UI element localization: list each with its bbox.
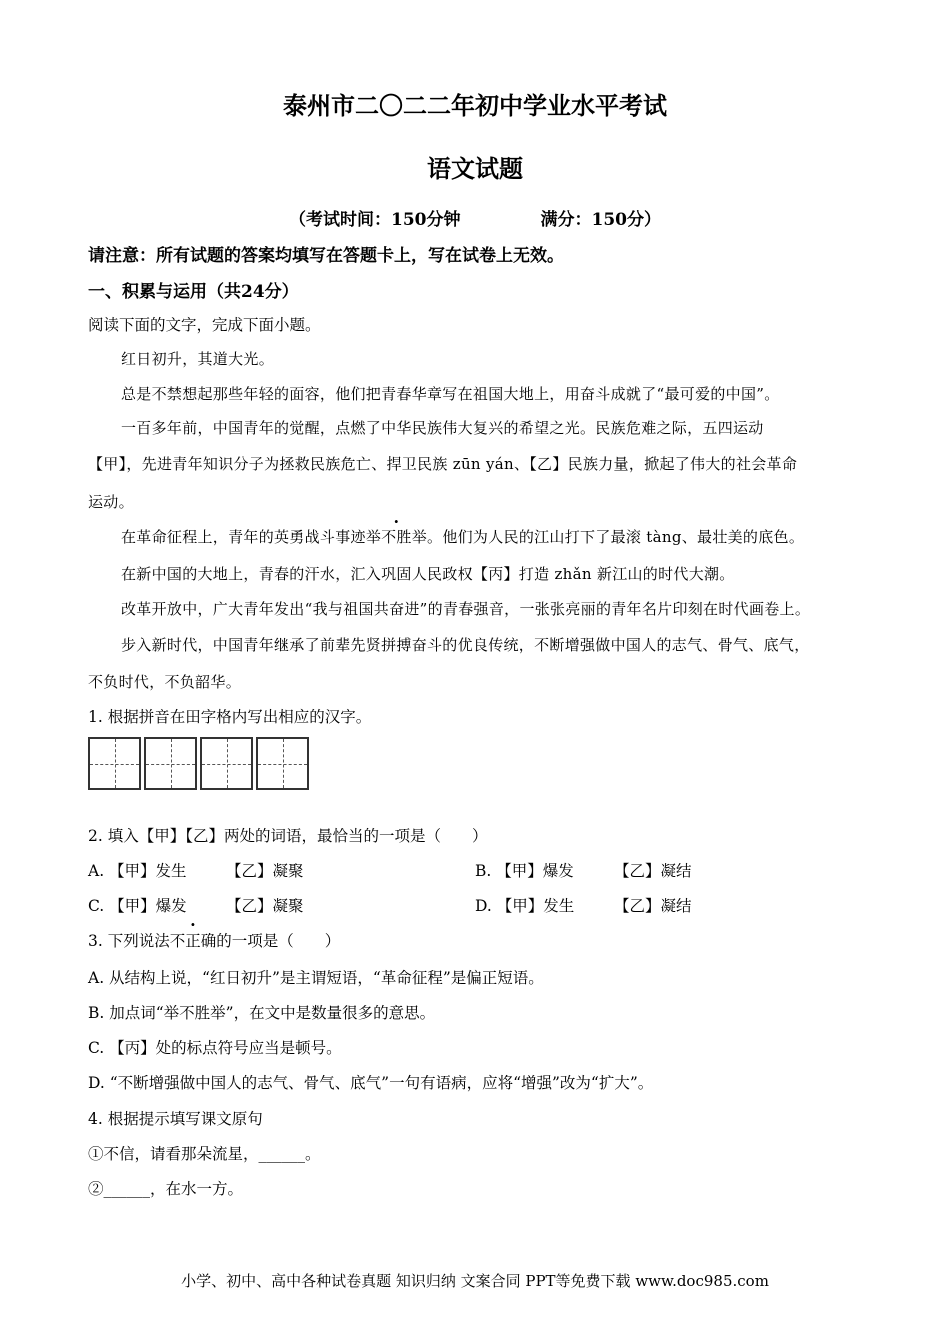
question-3: 3. 下列说法不正确的一项是（ ） — [88, 929, 340, 951]
q3-option-d: D. “不断增强做中国人的志气、骨气、底气”一句有语病，应将“增强”改为“扩大”。 — [88, 1074, 654, 1092]
q2-option-a-word1: A. 【甲】发生 — [88, 862, 187, 880]
tianzige-cell[interactable] — [256, 737, 309, 790]
full-score: 满分：150分） — [540, 210, 661, 230]
dotted-phrase: 举不胜举 — [365, 528, 428, 546]
tianzige-cell[interactable] — [144, 737, 197, 790]
passage-line: 红日初升，其道大光。 — [121, 350, 275, 368]
page-footer: 小学、初中、高中各种试卷真题 知识归纳 文案合同 PPT等免费下载 www.doc985.com — [181, 1272, 769, 1290]
passage-line: 不负时代，不负韶华。 — [88, 673, 242, 691]
q2-option-c-word1: C. 【甲】爆发 — [88, 897, 187, 915]
passage-line: 在革命征程上，青年的英勇战斗事迹举不胜举。他们为人民的江山打下了最滚 tàng、最壮美的底色。 — [121, 528, 805, 546]
q3-option-b: B. 加点词“举不胜举”，在文中是数量很多的意思。 — [88, 1004, 436, 1022]
passage-line: 一百多年前，中国青年的觉醒，点燃了中华民族伟大复兴的希望之光。民族危难之际，五四运动 — [121, 419, 764, 437]
q2-option-b-word1: B. 【甲】爆发 — [475, 862, 574, 880]
dotted-phrase: 不正确 — [169, 932, 217, 950]
section-heading: 一、积累与运用（共24分） — [88, 282, 299, 302]
tianzige-cell[interactable] — [88, 737, 141, 790]
passage-line: 在新中国的大地上，青春的汗水，汇入巩固人民政权【丙】打造 zhǎn 新江山的时代大潮。 — [121, 565, 735, 583]
notice: 请注意：所有试题的答案均填写在答题卡上，写在试卷上无效。 — [88, 246, 564, 266]
reading-intro: 阅读下面的文字，完成下面小题。 — [88, 316, 321, 334]
passage-line: 改革开放中，广大青年发出“我与祖国共奋进”的青春强音，一张张亮丽的青年名片印刻在时代画卷上。 — [121, 600, 811, 618]
exam-info — [0, 205, 950, 230]
q2-option-d-word1: D. 【甲】发生 — [475, 897, 575, 915]
q2-option-a-word2: 【乙】凝聚 — [226, 862, 304, 880]
tianzige-grid[interactable] — [88, 737, 309, 790]
exam-time: （考试时间：150分钟 — [289, 210, 461, 230]
q3-option-c: C. 【丙】处的标点符号应当是顿号。 — [88, 1039, 342, 1057]
q2-option-c-word2: 【乙】凝聚 — [226, 897, 304, 915]
tianzige-cell[interactable] — [200, 737, 253, 790]
question-1: 1. 根据拼音在田字格内写出相应的汉字。 — [88, 708, 372, 726]
q2-option-b-word2: 【乙】凝结 — [614, 862, 692, 880]
q4-item-1: ①不信，请看那朵流星，______。 — [88, 1145, 321, 1163]
passage-line: 【甲】，先进青年知识分子为拯救民族危亡、捍卫民族 zūn yán、【乙】民族力量，掀起了伟大的社会革命 — [88, 455, 798, 473]
q3-option-a: A. 从结构上说，“红日初升”是主谓短语，“革命征程”是偏正短语。 — [88, 969, 544, 987]
passage-line: 步入新时代，中国青年继承了前辈先贤拼搏奋斗的优良传统，不断增强做中国人的志气、骨气、底气， — [121, 636, 810, 654]
q2-option-d-word2: 【乙】凝结 — [614, 897, 692, 915]
subject-title: 语文试题 — [427, 154, 523, 183]
question-4: 4. 根据提示填写课文原句 — [88, 1110, 263, 1128]
passage-line: 运动。 — [88, 493, 134, 511]
passage-line: 总是不禁想起那些年轻的面容，他们把青春华章写在祖国大地上，用奋斗成就了“最可爱的中国”。 — [121, 385, 780, 403]
q4-item-2: ②______，在水一方。 — [88, 1180, 244, 1198]
question-2: 2. 填入【甲】【乙】两处的词语，最恰当的一项是（ ） — [88, 827, 488, 845]
exam-title: 泰州市二〇二二年初中学业水平考试 — [283, 91, 667, 120]
